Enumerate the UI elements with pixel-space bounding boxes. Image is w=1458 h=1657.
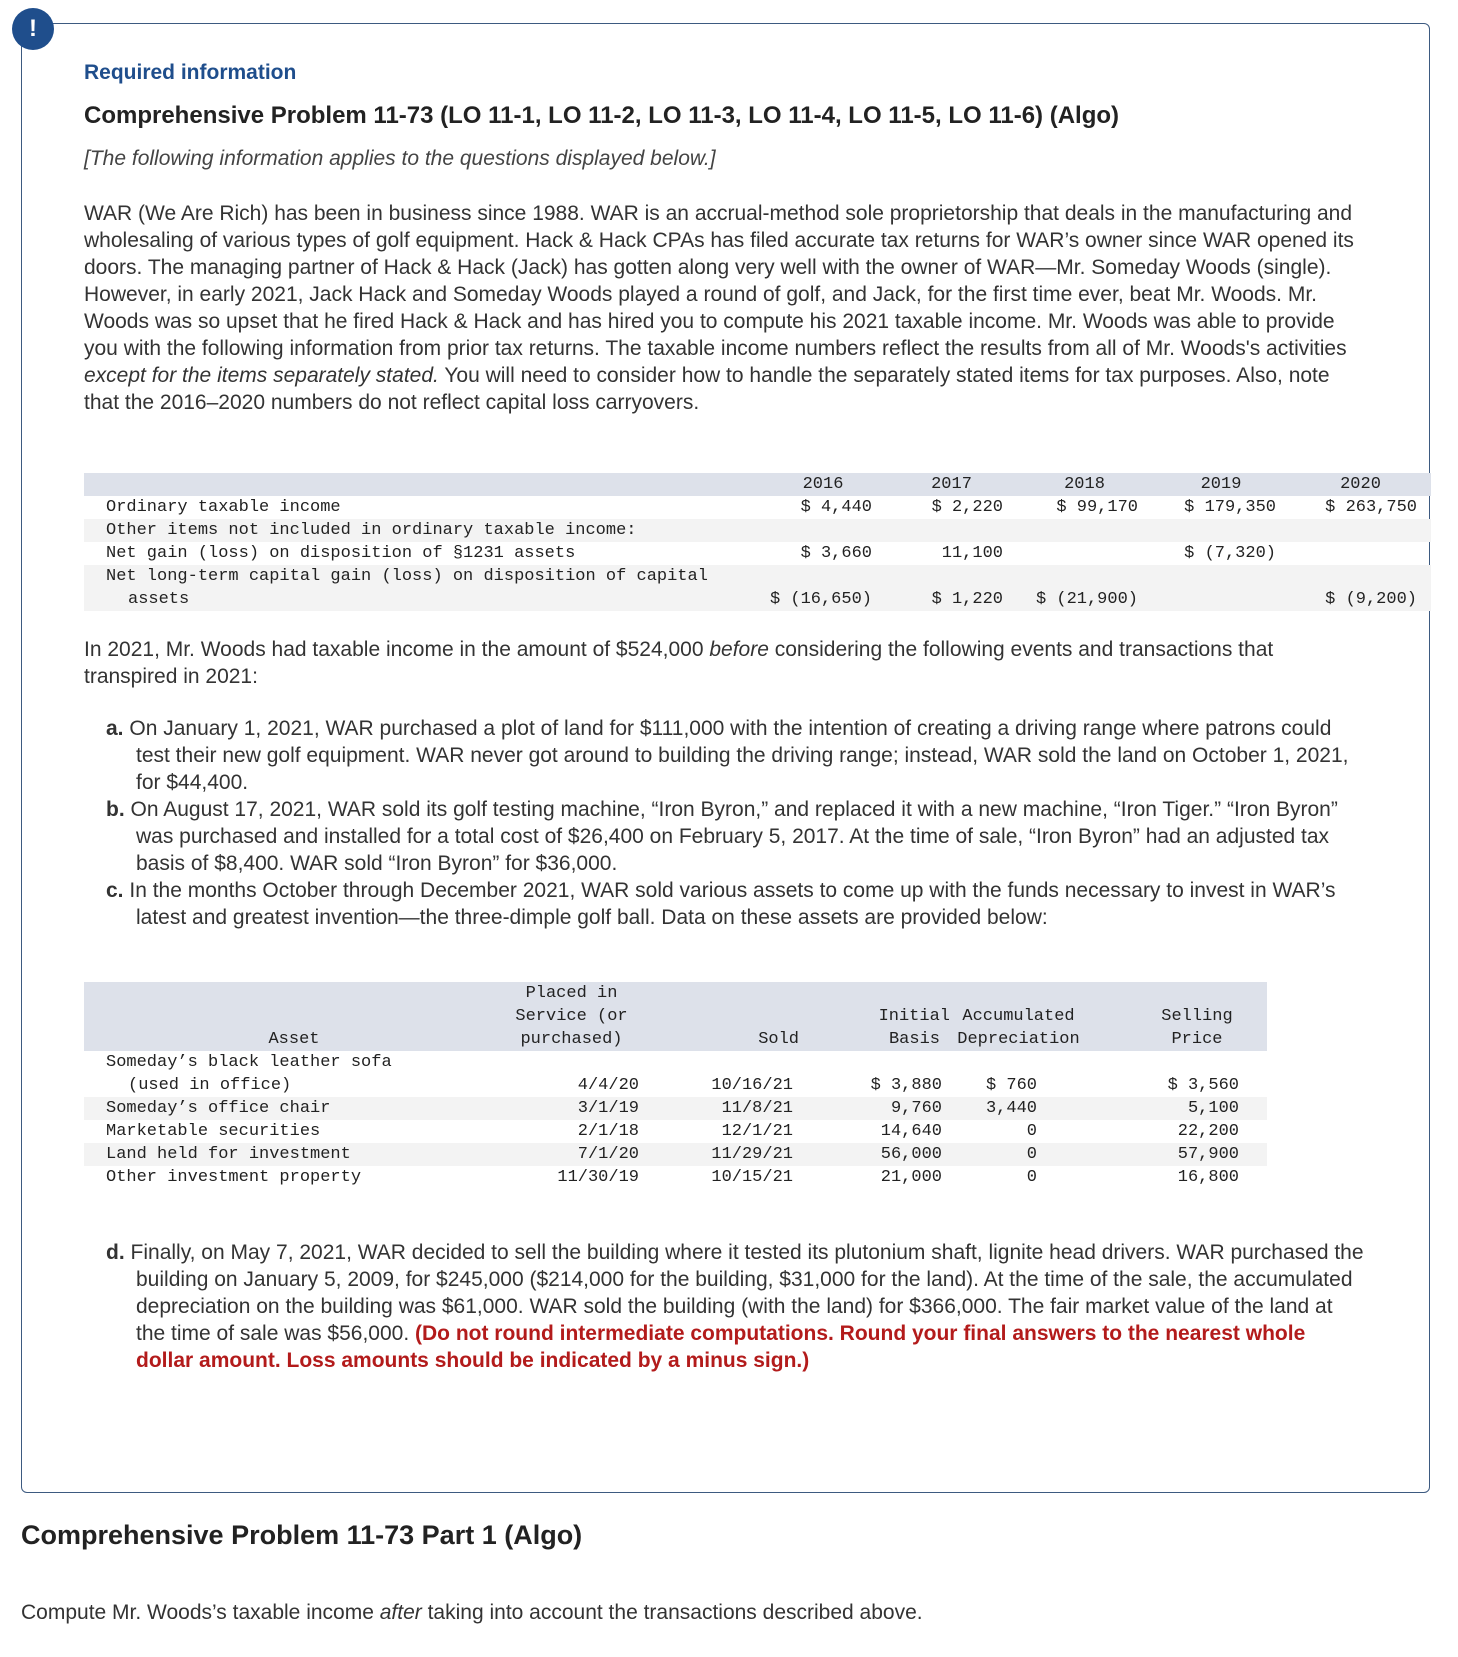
cell: $ 1,220 (931, 590, 1003, 609)
col-header-accum (950, 982, 1087, 1051)
list-item (106, 877, 1366, 931)
placed-date: 11/30/19 (557, 1168, 639, 1187)
item-letter: b. (106, 798, 125, 821)
table-row (84, 519, 1431, 542)
table-row (84, 565, 1431, 611)
table-row (84, 1120, 1267, 1143)
selling-price: 5,100 (1187, 1099, 1239, 1118)
text: considering the following events and transactions that transpired in 2021: (84, 638, 1274, 688)
text: taking into account the transactions described above. (421, 1601, 923, 1624)
hdr-line: Basis (888, 1030, 940, 1049)
asset-line: (used in office) (128, 1076, 292, 1095)
col-header-sold: Sold (758, 1030, 799, 1049)
assets-sold-table (84, 982, 1267, 1189)
accum-depreciation: 0 (1026, 1168, 1037, 1187)
sold-date: 11/29/21 (711, 1145, 793, 1164)
placed-date: 7/1/20 (577, 1145, 639, 1164)
sold-date: 12/1/21 (721, 1122, 793, 1141)
cell: $ 4,440 (800, 498, 872, 517)
list-item (106, 796, 1366, 877)
row-label-line: Net long-term capital gain (loss) on disposition of capital (106, 567, 708, 586)
accum-depreciation: $ 760 (985, 1076, 1037, 1095)
asset-line: Someday’s black leather sofa (106, 1053, 392, 1072)
problem-title: Comprehensive Problem 11-73 (LO 11-1, LO 11-2, LO 11-3, LO 11-4, LO 11-5, LO 11-6) (Algo) (84, 102, 1120, 129)
accum-depreciation: 0 (1026, 1145, 1037, 1164)
required-info-label: Required information (84, 61, 297, 84)
asset-line: Land held for investment (106, 1145, 351, 1164)
selling-price: 57,900 (1177, 1145, 1239, 1164)
item-text: Finally, on May 7, 2021, WAR decided to sell the building where it tested its plutonium shaft, lignite head drivers. WAR purchased the building on January 5, 2009, for $245,000 ($214,000 for the building, $31,000 for the land). At the time of the sale, the accumulated depreciation on the building was $61,000. WAR sold the building (with the land) for $366,000. The fair market value of the land at the time of sale was $56,000. (130, 1241, 1364, 1345)
list-item (106, 1239, 1366, 1374)
asset-name (84, 1120, 504, 1143)
table-row (84, 542, 1431, 565)
cell: $ (21,900) (1035, 590, 1138, 609)
table-header (84, 473, 1431, 496)
item-text: In the months October through December 2021, WAR sold various assets to come up with the funds necessary to invest in WAR’s latest and greatest invention—the three-dimple golf ball. Data on these assets are provided below: (129, 879, 1336, 929)
cell: 11,100 (941, 544, 1003, 563)
row-label: Other items not included in ordinary taxable income: (106, 521, 637, 540)
year-header: 2020 (1340, 475, 1381, 494)
year-header: 2018 (1064, 475, 1105, 494)
table-row (84, 496, 1431, 519)
row-label-line: assets (128, 590, 190, 609)
part-title: Comprehensive Problem 11-73 Part 1 (Algo) (21, 1520, 583, 1550)
list-item (106, 715, 1366, 796)
text-italic: after (379, 1601, 422, 1624)
asset-name (84, 1051, 504, 1097)
col-header-placed (504, 982, 639, 1051)
item-letter: a. (106, 717, 124, 740)
cell: $ (7,320) (1184, 544, 1276, 563)
intro-note: [The following information applies to the questions displayed below.] (84, 147, 716, 170)
transactions-list (106, 715, 1366, 931)
cell: $ 2,220 (931, 498, 1003, 517)
table-row (84, 1143, 1267, 1166)
col-header-basis (819, 982, 950, 1051)
accum-depreciation: 3,440 (985, 1099, 1037, 1118)
asset-name (84, 1166, 504, 1189)
sold-date: 11/8/21 (721, 1099, 793, 1118)
initial-basis: 56,000 (880, 1145, 942, 1164)
row-label: Net gain (loss) on disposition of §1231 assets (106, 544, 576, 563)
asset-line: Other investment property (106, 1168, 362, 1187)
initial-basis: 21,000 (880, 1168, 942, 1187)
initial-basis: 9,760 (890, 1099, 942, 1118)
cell (1290, 542, 1431, 565)
hdr-line: Price (1171, 1030, 1223, 1049)
instruction-text: (Do not round intermediate computations. Round your final answers to the nearest whole dollar amount. Loss amounts should be indicated by a minus sign.) (136, 1322, 1306, 1372)
year-header: 2016 (802, 475, 844, 494)
asset-name (84, 1097, 504, 1120)
accum-depreciation: 0 (1026, 1122, 1037, 1141)
desc-italic: except for the items separately stated. (84, 364, 439, 387)
prior-years-table (84, 473, 1431, 611)
cell (1017, 542, 1152, 565)
item-text: On August 17, 2021, WAR sold its golf testing machine, “Iron Byron,” and replaced it with a new machine, “Iron Tiger.” “Iron Byron” was purchased and installed for a total cost of $26,400 on February 5, 2017. At the time of sale, “Iron Byron” had an adjusted tax basis of $8,400. WAR sold “Iron Byron” for $36,000. (130, 798, 1338, 875)
asset-line: Marketable securities (106, 1122, 321, 1141)
row-label (84, 565, 760, 611)
item-letter: d. (106, 1241, 125, 1264)
item-letter: c. (106, 879, 124, 902)
cell (1152, 565, 1290, 611)
sold-date: 10/15/21 (711, 1168, 793, 1187)
year-header: 2019 (1200, 475, 1242, 494)
year-header: 2017 (931, 475, 972, 494)
selling-price: 22,200 (1177, 1122, 1239, 1141)
desc-text-end: You will need to consider how to handle the separately stated items for tax purposes. Also, note that the 2016–2020 numbers do not reflect capital loss carryovers. (84, 364, 1330, 414)
cell: $ 3,660 (800, 544, 872, 563)
cell: $ (9,200) (1325, 590, 1417, 609)
cell: $ (16,650) (769, 590, 872, 609)
col-header-price (1087, 982, 1267, 1051)
hdr-line: Service (or (515, 1007, 628, 1026)
taxable-income-statement (84, 636, 1364, 690)
initial-basis: 14,640 (880, 1122, 942, 1141)
placed-date: 2/1/18 (577, 1122, 639, 1141)
text: In 2021, Mr. Woods had taxable income in the amount of $524,000 (84, 638, 710, 661)
selling-price: $ 3,560 (1167, 1076, 1239, 1095)
row-label: Ordinary taxable income (106, 498, 341, 517)
item-text: On January 1, 2021, WAR purchased a plot of land for $111,000 with the intention of creating a driving range where patrons could test their new golf equipment. WAR never got around to building the driving range; instead, WAR sold the land on October 1, 2021, for $44,400. (129, 717, 1349, 794)
placed-date: 4/4/20 (577, 1076, 639, 1095)
text-italic: before (709, 638, 769, 661)
problem-description (84, 200, 1364, 416)
asset-name (84, 1143, 504, 1166)
hdr-line: Selling (1161, 1007, 1233, 1026)
initial-basis: $ 3,880 (870, 1076, 942, 1095)
asset-line: Someday’s office chair (106, 1099, 331, 1118)
cell: $ 263,750 (1325, 498, 1417, 517)
desc-text: WAR (We Are Rich) has been in business since 1988. WAR is an accrual-method sole proprietorship that deals in the manufacturing and wholesaling of various types of golf equipment. Hack & Hack CPAs has filed accurate tax returns for WAR’s owner since WAR opened its doors. The managing partner of Hack & Hack (Jack) has gotten along very well with the owner of WAR—Mr. Someday Woods (single). However, in early 2021, Jack Hack and Someday Woods played a round of golf, and Jack, for the first time ever, beat Mr. Woods. Mr. Woods was so upset that he fired Hack & Hack and has hired you to compute his 2021 taxable income. Mr. Woods was able to provide you with the following information from prior tax returns. The taxable income numbers reflect the results from all of Mr. Woods's activities (84, 202, 1354, 360)
col-header-asset: Asset (268, 1030, 320, 1049)
hdr-line: Initial (878, 1007, 950, 1026)
placed-date: 3/1/19 (577, 1099, 639, 1118)
hdr-line: Depreciation (957, 1030, 1080, 1049)
table-row (84, 1097, 1267, 1120)
table-row (84, 1051, 1267, 1097)
question-prompt (21, 1601, 923, 1625)
table-row (84, 1166, 1267, 1189)
hdr-line: Placed in (525, 984, 618, 1003)
hdr-line: purchased) (520, 1030, 623, 1049)
table-header (84, 982, 1267, 1051)
cell: $ 99,170 (1056, 498, 1138, 517)
sold-date: 10/16/21 (711, 1076, 793, 1095)
selling-price: 16,800 (1177, 1168, 1239, 1187)
alert-icon: ! (12, 8, 54, 50)
hdr-line: Accumulated (962, 1007, 1075, 1026)
text: Compute Mr. Woods’s taxable income (21, 1601, 380, 1624)
cell: $ 179,350 (1184, 498, 1276, 517)
